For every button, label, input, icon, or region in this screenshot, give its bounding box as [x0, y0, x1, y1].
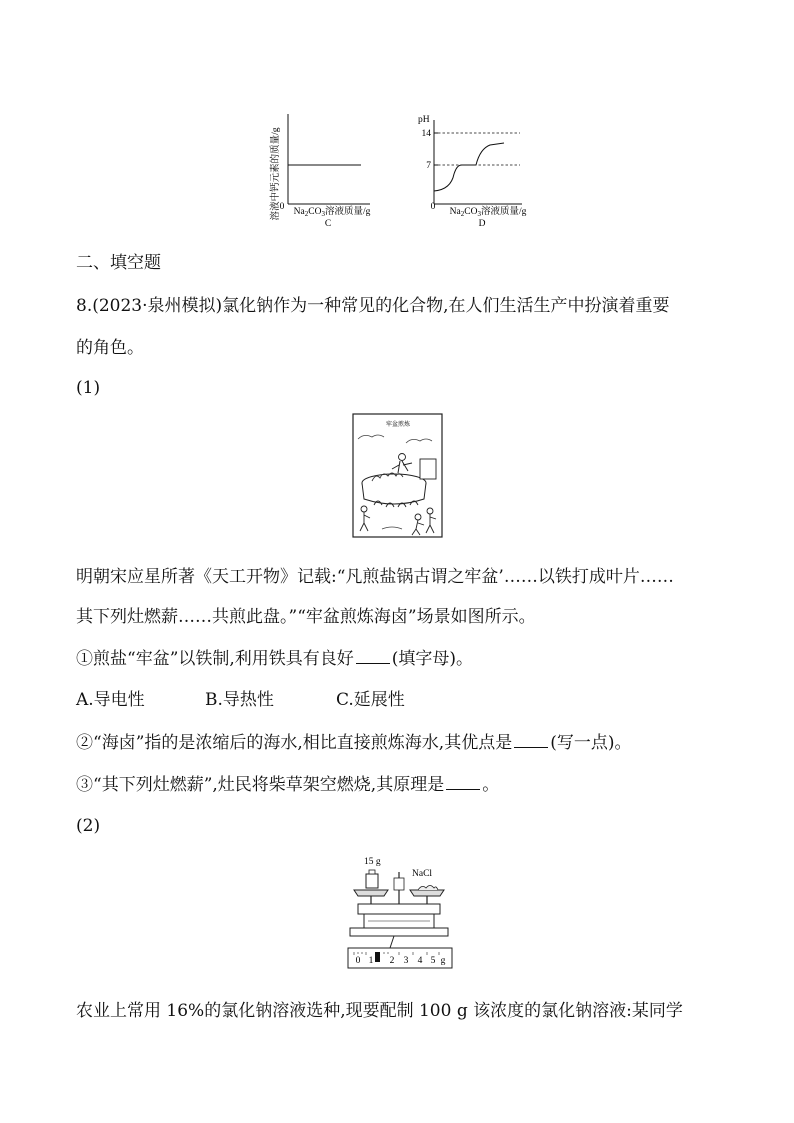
scale-tick-3: 3 [403, 956, 409, 966]
sub-question-2 [76, 731, 631, 754]
scale-ruler [348, 948, 452, 968]
chart-d-label: D [478, 219, 486, 229]
paragraph-1-line-2: 其下列灶燃薪……共煎此盘。”“牢盆煎炼海卤”场景如图所示。 [76, 607, 536, 627]
chart-d-tick-label-7: 7 [426, 161, 431, 171]
paragraph-2-line-1: 农业上常用 16%的氯化钠溶液选种,现要配制 100 g 该浓度的氯化钠溶液:某同学 [76, 1001, 683, 1021]
part-1-label: (1) [76, 378, 101, 398]
scale-unit: g [440, 956, 446, 966]
scale-tick-5: 5 [430, 956, 436, 966]
sub-question-3-tail: 。 [482, 775, 500, 795]
question-8-line-2: 的角色。 [76, 338, 144, 358]
scale-tick-4: 4 [417, 956, 423, 966]
section-title: 二、填空题 [76, 253, 161, 273]
salt-boiling-illustration [352, 413, 444, 539]
answer-blank-2[interactable] [514, 731, 548, 748]
chart-c-origin: 0 [279, 202, 285, 212]
chart-d-ylabel: pH [418, 115, 430, 125]
chart-c-label: C [324, 219, 332, 229]
option-a: A.导电性 [76, 690, 145, 710]
sub-question-1-text: ①煎盐“牢盆”以铁制,利用铁具有良好 [76, 649, 354, 669]
chart-d-tick-label-14: 14 [421, 129, 431, 139]
scale-tick-0: 0 [355, 956, 361, 966]
sub-question-2-tail: (写一点)。 [550, 733, 632, 753]
paragraph-1-line-1: 明朝宋应星所著《天工开物》记载:“凡煎盐锅古谓之牢盆’……以铁打成叶片…… [76, 567, 674, 587]
chart-d-origin: 0 [430, 202, 436, 212]
scale-tick-2: 2 [389, 956, 395, 966]
scale-tick-1: 1 [368, 956, 374, 966]
sub-question-2-text: ②“海卤”指的是浓缩后的海水,相比直接煎炼海水,其优点是 [76, 733, 513, 753]
balance-illustration [344, 852, 456, 974]
chart-d-series-curve [434, 143, 504, 191]
chart-c-xlabel: $Na_2CO_3$溶液质量/g [293, 207, 371, 218]
illustration-title: 牢盆煎炼 [385, 422, 411, 428]
weight-icon [366, 874, 378, 888]
part-2-label: (2) [76, 816, 101, 836]
sub-question-3 [76, 773, 499, 796]
sub-question-1-tail: (填字母)。 [391, 649, 474, 669]
sub-question-3-text: ③“其下列灶燃薪”,灶民将柴草架空燃烧,其原理是 [76, 775, 445, 795]
answer-blank-3[interactable] [446, 773, 480, 790]
chart-d [414, 112, 539, 232]
question-8-line-1: 8.(2023·泉州模拟)氯化钠作为一种常见的化合物,在人们生活生产中扮演着重要 [76, 296, 670, 316]
option-c: C.延展性 [336, 690, 405, 710]
answer-blank-1[interactable] [356, 647, 390, 664]
nacl-label: NaCl [412, 869, 433, 879]
option-b: B.导热性 [205, 690, 274, 710]
weight-label: 15 g [364, 857, 381, 867]
sub-question-1 [76, 647, 473, 670]
chart-c-ylabel: 溶液中钙元素的质量/g [271, 127, 281, 221]
chart-c [268, 112, 398, 232]
chart-d-xlabel: $Na_2CO_3$溶液质量/g [449, 207, 527, 218]
